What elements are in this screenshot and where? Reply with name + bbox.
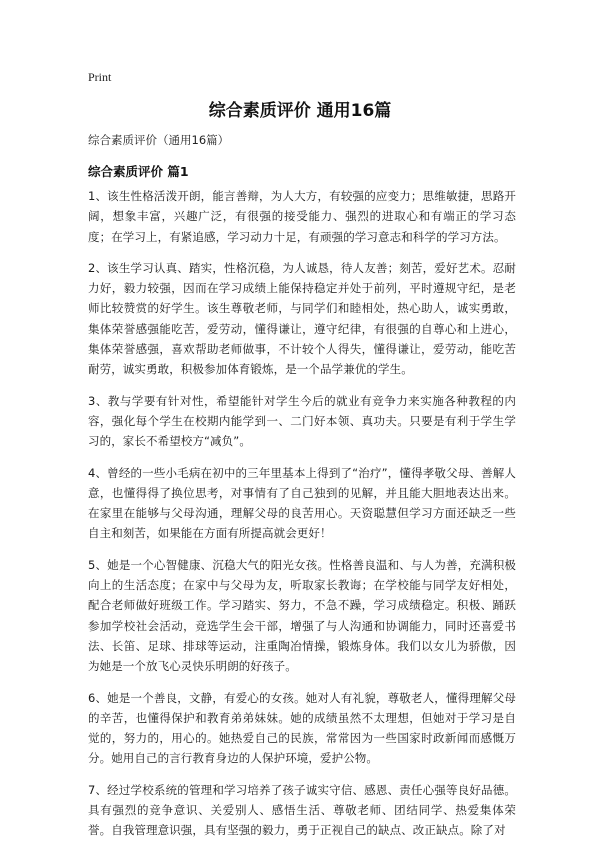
- paragraph-1: 1、该生性格活泼开朗，能言善辩，为人大方，有较强的应变力；思维敏捷，思路开阔，想象丰富，兴趣广泛，有很强的接受能力、强烈的进取心和有端正的学习态度；在学习上，有紧追感，学习动力十足，有顽强的学习意志和科学的学习方法。: [88, 189, 516, 244]
- document-subtitle: 综合素质评价（通用16篇）: [88, 133, 230, 147]
- paragraph-2: 2、该生学习认真、踏实，性格沉稳，为人诚恳，待人友善；刻苦，爱好艺术。忍耐力好，毅力较强，因而在学习成绩上能保持稳定并处于前列，平时遵规守纪，是老师比较赞赏的好学生。该生尊敬老师，与同学们和睦相处，热心助人，诚实勇敢，集体荣誉感强能吃苦，爱劳动，懂得谦让，遵守纪律，有很强的自尊心和上进心，集体荣誉感强，喜欢帮助老师做事，不计较个人得失，懂得谦让，爱劳动，能吃苦耐劳，诚实勇敢，积极参加体育锻炼，是一个品学兼优的学生。: [88, 260, 516, 377]
- paragraph-7: 7、经过学校系统的管理和学习培养了孩子诚实守信、感恩、责任心强等良好品德。具有强烈的竞争意识、关爱别人、感悟生活、尊敬老师、团结同学、热爱集体荣誉。自我管理意识强，具有坚强的毅力，勇于正视自己的缺点、改正缺点。除了对: [88, 782, 516, 838]
- paragraph-3: 3、教与学要有针对性，希望能针对学生今后的就业有竞争力来实施各种教程的内容，强化每个学生在校期内能学到一、二门好本领、真功夫。只要是有利于学生学习的，家长不希望校方“减负”。: [88, 393, 516, 449]
- print-link[interactable]: Print: [88, 70, 112, 84]
- paragraph-5: 5、她是一个心智健康、沉稳大气的阳光女孩。性格善良温和、与人为善，充满积极向上的生活态度；在家中与父母为友，听取家长教诲；在学校能与同学友好相处，配合老师做好班级工作。学习踏实、努力，不急不躁，学习成绩稳定。积极、踊跃参加学校社会活动，竞选学生会干部，增强了与人沟通和协调能力，同时还喜爱书法、长笛、足球、排球等运动，注重陶冶情操，锻炼身体。我们以女儿为骄傲，因为她是一个放飞心灵快乐明朗的好孩子。: [88, 557, 516, 674]
- document-body: [88, 186, 516, 852]
- page-title: 综合素质评价 通用16篇: [208, 101, 392, 121]
- paragraph-6: 6、她是一个善良，文静，有爱心的女孩。她对人有礼貌，尊敬老人，懂得理解父母的辛苦，也懂得保护和教育弟弟妹妹。她的成绩虽然不太理想，但她对于学习是自觉的，努力的，用心的。她热爱自己的民族，常常因为一些国家时政新闻而感慨万分。她用自己的言行教育身边的人保护环境，爱护公物。: [88, 690, 516, 766]
- paragraph-4: 4、曾经的一些小毛病在初中的三年里基本上得到了“治疗”，懂得孝敬父母、善解人意，也懂得得了换位思考，对事情有了自己独到的见解，并且能大胆地表达出来。在家里在能够与父母沟通，理解父母的良苦用心。天资聪慧但学习方面还缺乏一些自主和刻苦，如果能在方面有所提高就会更好！: [88, 465, 516, 541]
- section-heading: 综合素质评价 篇1: [88, 164, 189, 179]
